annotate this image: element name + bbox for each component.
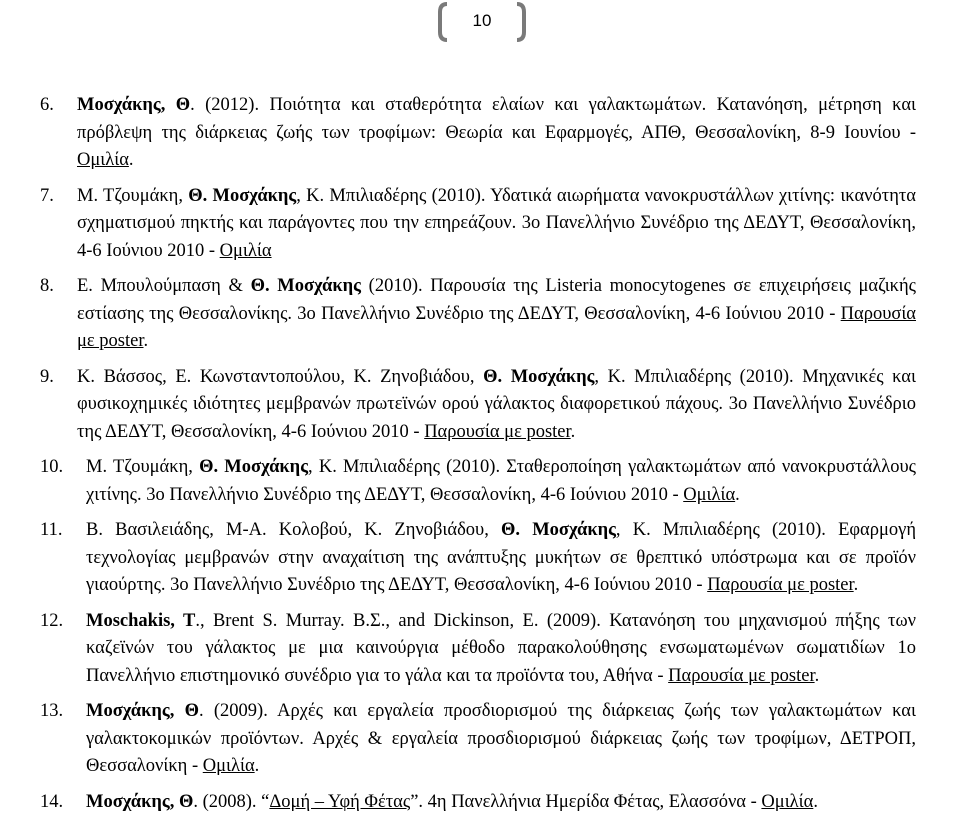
citation-details: , Κ. Μπιλιαδέρης (2010). Εφαρμογή τεχνολογίας μεμβρανών στην αναχαίτιση της ανάπτυξης μυκήτων σε θρεπτικό υπόστρωμα και σε προϊόν γιαούρτης. 3ο Πανελλήνιο Συνέδριο της ΔΕΔΥΤ, Θεσσαλονίκη, 4-6 Ιούνιου 2010 - [86, 520, 916, 595]
citation-tail: . [570, 421, 576, 442]
reference-item [40, 698, 916, 781]
reference-number: 10. [40, 457, 64, 477]
presentation-link[interactable]: Παρουσία με poster [77, 303, 916, 351]
reference-number: 13. [40, 701, 64, 721]
reference-text [86, 454, 916, 509]
reference-number: 7. [40, 185, 54, 206]
highlighted-author: Μοσχάκης, Θ [77, 95, 191, 115]
authors: Β. Βασιλειάδης, Μ-Α. Κολοβού, Κ. Ζηνοβιάδου, [86, 520, 502, 540]
reference-text [86, 789, 916, 817]
citation-tail: . [254, 756, 260, 776]
reference-item [40, 364, 916, 447]
highlighted-author: Θ. Μοσχάκης [501, 520, 616, 540]
reference-number: 8. [40, 276, 54, 296]
authors: Μ. Τζουμάκη, [77, 185, 189, 206]
reference-text [86, 517, 916, 600]
presentation-link[interactable]: Παρουσία με poster [668, 665, 815, 686]
reference-item [40, 608, 916, 691]
reference-item [40, 789, 916, 817]
authors: Ε. Μπουλούμπαση & [77, 276, 251, 296]
citation-details: , Κ. Μπιλιαδέρης (2010). Μηχανικές και φυσικοχημικές ιδιότητες μεμβρανών πρωτεϊνών ορού γάλακτος διαφορετικού πάχους. 3ο Πανελλήνιο Συνέδριο της ΔΕΔΥΤ, Θεσσαλονίκη, 4-6 Ιούνιου 2010 - [77, 366, 916, 442]
reference-list [40, 92, 916, 824]
highlighted-author: Moschakis, T [86, 610, 196, 631]
citation-details: . (2008). “ [193, 791, 270, 812]
highlighted-author: Μοσχάκης, Θ [86, 701, 199, 721]
reference-number: 9. [40, 366, 54, 387]
reference-number: 14. [40, 791, 64, 812]
citation-details: ”. 4η Πανελλήνια Ημερίδα Φέτας, Ελασσόνα - [410, 791, 762, 812]
reference-text [77, 92, 916, 175]
page-number-frame [437, 2, 527, 40]
citation-tail: . [143, 331, 149, 351]
citation-tail: . [814, 665, 820, 686]
citation-tail: . [853, 575, 859, 595]
citation-details: ., Brent S. Murray. Β.Σ., and Dickinson, E. (2009). Κατανόηση του μηχανισμού πήξης των καζεϊνών του γάλακτος με μια καινούργια μέθοδο παρακολούθησης ενσωματωμένων σωματιδίων 1ο Πανελλήνιο επιστημονικό συνέδριο για το γάλα και τα προϊόντα του, Αθήνα - [86, 610, 917, 686]
reference-item [40, 517, 916, 600]
authors: Κ. Βάσσος, Ε. Κωνσταντοπούλου, Κ. Ζηνοβιάδου, [77, 366, 484, 387]
reference-item [40, 454, 916, 509]
reference-number: 6. [40, 95, 54, 115]
presentation-link[interactable]: Ομιλία [77, 150, 129, 170]
reference-number: 11. [40, 520, 63, 540]
reference-text [77, 364, 916, 447]
citation-tail: . [128, 150, 134, 170]
reference-text [86, 608, 916, 691]
citation-details: . (2012). Ποιότητα και σταθερότητα ελαίων και γαλακτωμάτων. Κατανόηση, μέτρηση και πρόβλεψη της διάρκειας ζωής των τροφίμων: Θεωρία και Εφαρμογές, ΑΠΘ, Θεσσαλονίκη, 8-9 Ιουνίου - [77, 95, 916, 143]
reference-item [40, 92, 916, 175]
citation-details: (2010). Παρουσία της Listeria monocytogenes σε επιχειρήσεις μαζικής εστίασης της Θεσσαλονίκης. 3ο Πανελλήνιο Συνέδριο της ΔΕΔΥΤ, Θεσσαλονίκη, 4-6 Ιούνιου 2010 - [77, 276, 916, 324]
authors: Μ. Τζουμάκη, [86, 457, 200, 477]
highlighted-author: Μοσχάκης, Θ [86, 791, 194, 812]
reference-item [40, 273, 916, 356]
presentation-link[interactable]: Ομιλία [202, 756, 255, 776]
presentation-link[interactable]: Ομιλία [683, 484, 736, 505]
citation-tail: . [813, 791, 818, 812]
citation-tail: . [735, 484, 740, 505]
reference-text [86, 698, 916, 781]
highlighted-author: Θ. Μοσχάκης [199, 457, 308, 477]
page-number: 10 [472, 11, 492, 30]
citation-details: , Κ. Μπιλιαδέρης (2010). Σταθεροποίηση γαλακτωμάτων από νανοκρυστάλλους χιτίνης. 3ο Πανελλήνιο Συνέδριο της ΔΕΔΥΤ, Θεσσαλονίκη, 4-6 Ιούνιου 2010 - [86, 457, 916, 505]
presentation-link[interactable]: Ομιλία [219, 240, 272, 261]
reference-number: 12. [40, 610, 64, 631]
reference-text [77, 273, 916, 356]
citation-details: . (2009). Αρχές και εργαλεία προσδιορισμού της διάρκειας ζωής των γαλακτωμάτων και γαλακτοκομικών προϊόντων. Αρχές & εργαλεία προσδιορισμού διάρκειας ζωής των τροφίμων, ΔΕΤΡΟΠ, Θεσσαλονίκη - [86, 701, 916, 776]
title-link[interactable]: Δομή – Υφή Φέτας [269, 791, 411, 812]
highlighted-author: Θ. Μοσχάκης [483, 366, 595, 387]
presentation-link[interactable]: Παρουσία με poster [707, 575, 854, 595]
presentation-link[interactable]: Παρουσία με poster [424, 421, 571, 442]
reference-item [40, 183, 916, 266]
presentation-link[interactable]: Ομιλία [761, 791, 814, 812]
highlighted-author: Θ. Μοσχάκης [188, 185, 297, 206]
highlighted-author: Θ. Μοσχάκης [250, 276, 361, 296]
citation-details: , Κ. Μπιλιαδέρης (2010). Υδατικά αιωρήματα νανοκρυστάλλων χιτίνης: ικανότητα σχηματισμού πηκτής και παράγοντες που την επηρεάζουν. 3ο Πανελλήνιο Συνέδριο της ΔΕΔΥΤ, Θεσσαλονίκη, 4-6 Ιούνιου 2010 - [77, 185, 916, 261]
reference-text [77, 183, 916, 266]
